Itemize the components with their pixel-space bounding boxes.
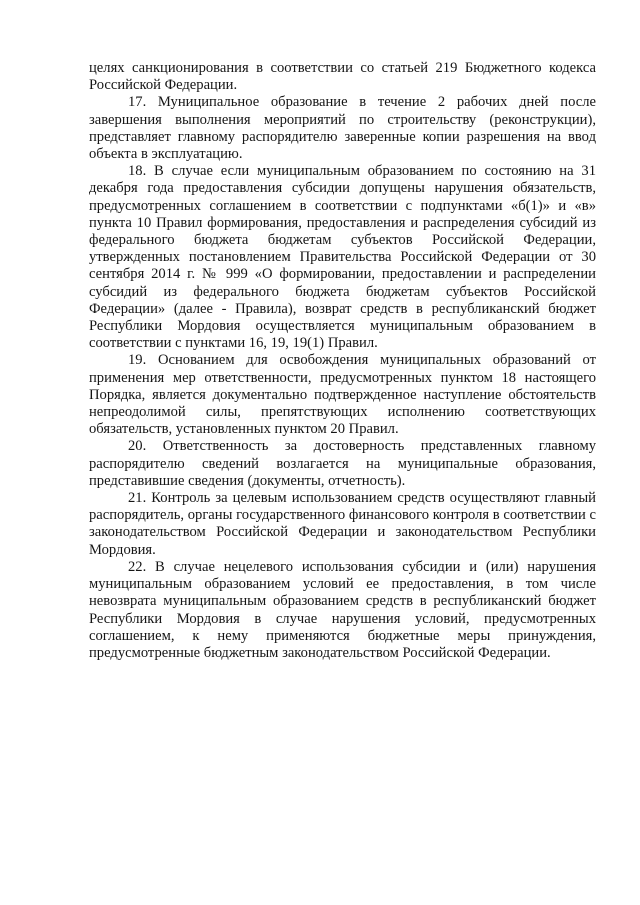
- document-body: [89, 60, 596, 662]
- paragraph-17: 17. Муниципальное образование в течение 2 рабочих дней после завершения выполнения мероприятий по строительству (реконструкции), представляет главному распорядителю заверенные копии разрешения на ввод объекта в эксплуатацию.: [89, 94, 596, 163]
- paragraph-20: 20. Ответственность за достоверность представленных главному распорядителю сведений возлагается на муниципальные образования, представившие сведения (документы, отчетность).: [89, 438, 596, 489]
- paragraph-continuation: целях санкционирования в соответствии со статьей 219 Бюджетного кодекса Российской Федерации.: [89, 60, 596, 94]
- paragraph-18: 18. В случае если муниципальным образованием по состоянию на 31 декабря года предоставления субсидии допущены нарушения обязательств, предусмотренных соглашением в соответствии с подпунктами «б(1)» и «в» пункта 10 Правил формирования, предоставления и распределения субсидий из федерального бюджета бюджетам субъектов Российской Федерации, утвержденных постановлением Правительства Российской Федерации от 30 сентября 2014 г. № 999 «О формировании, предоставлении и распределении субсидий из федерального бюджета бюджетам субъектов Российской Федерации» (далее - Правила), возврат средств в республиканский бюджет Республики Мордовия осуществляется муниципальным образованием в соответствии с пунктами 16, 19, 19(1) Правил.: [89, 163, 596, 352]
- paragraph-19: 19. Основанием для освобождения муниципальных образований от применения мер ответственности, предусмотренных пунктом 18 настоящего Порядка, является документально подтвержденное наступление обстоятельств непреодолимой силы, препятствующих исполнению соответствующих обязательств, установленных пунктом 20 Правил.: [89, 352, 596, 438]
- paragraph-21: 21. Контроль за целевым использованием средств осуществляют главный распорядитель, органы государственного финансового контроля в соответствии с законодательством Российской Федерации и законодательством Республики Мордовия.: [89, 490, 596, 558]
- paragraph-22: 22. В случае нецелевого использования субсидии и (или) нарушения муниципальным образованием условий ее предоставления, в том числе невозврата муниципальным образованием средств в республиканский бюджет Республики Мордовия в случае нарушения условий, предусмотренных соглашением, к нему применяются бюджетные меры принуждения, предусмотренные бюджетным законодательством Российской Федерации.: [89, 558, 596, 661]
